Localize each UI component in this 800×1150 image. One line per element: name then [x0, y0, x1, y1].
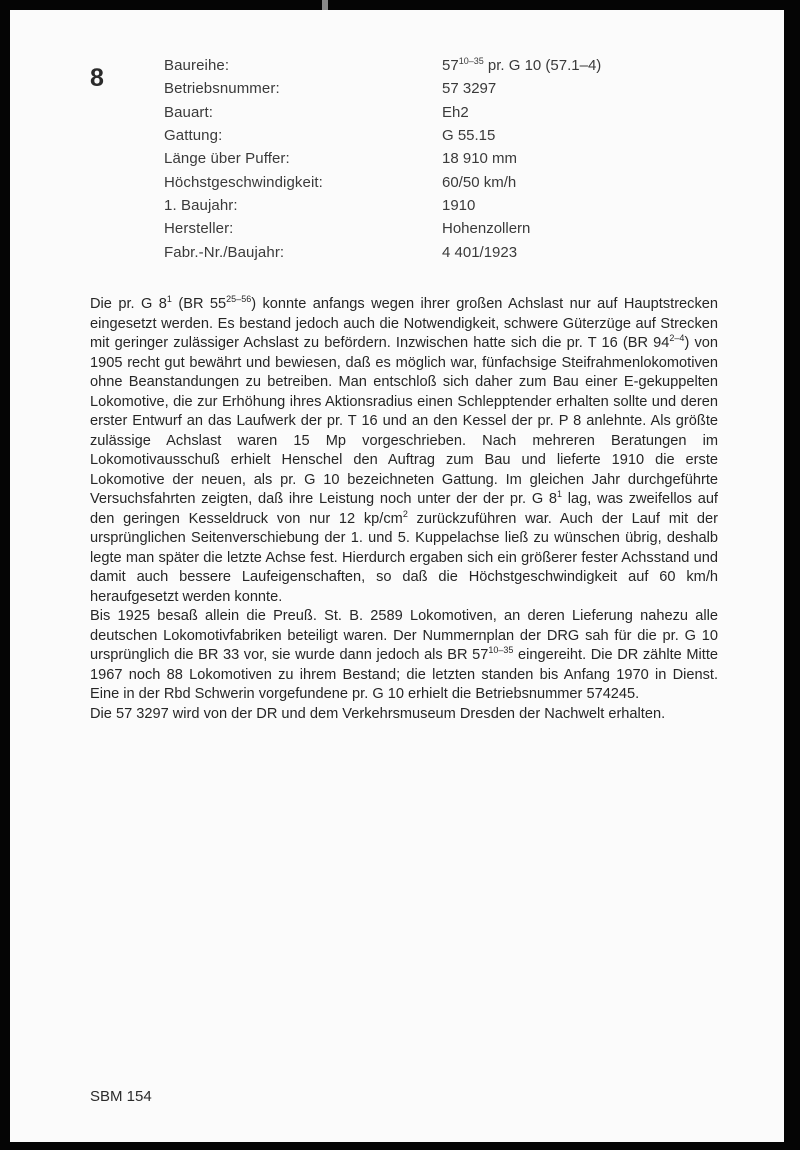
text-run: ) von 1905 recht gut bewährt und bewiesen, daß es möglich war, fünfachsige Steifrahmenlokomotiven ohne Beanstandungen zu betreiben. Man entschloß sich daher zum Bau einer E-gekuppelten Lokomotive, die zur Erhöhung ihres Aktionsradius einen Schlepptender erhalten sollte und deren erster Entwurf an das Laufwerk der pr. T 16 und an den Kessel der pr. P 8 anlehnte. Als größte zulässige Achslast waren 15 Mp vorgeschrieben. Nach mehreren Beratungen im Lokomotivausschuß erhielt Henschel den Auftrag zum Bau und lieferte 1910 die erste Lokomotive der neuen, als pr. G 10 bezeichneten Gattung. Im gleichen Jahr durchgeführte Versuchsfahrten zeigten, daß ihre Leistung noch unter der der pr. G 8: [90, 335, 718, 507]
spec-row-hersteller: [164, 217, 601, 240]
spec-row-baujahr: [164, 194, 601, 217]
superscript: 2: [402, 508, 408, 519]
spec-row-baureihe: [164, 54, 601, 77]
card-number: 8: [90, 64, 104, 92]
spec-value: 4 401/1923: [442, 243, 518, 261]
text-run: (BR 55: [171, 296, 227, 312]
superscript: 25–56: [226, 294, 252, 305]
spec-row-gattung: [164, 124, 601, 147]
text-run: ) konnte anfangs wegen ihrer großen Achslast nur auf Hauptstrecken eingesetzt werden. Es bestand jedoch auch die Notwendigkeit, schwere Güterzüge auf Strecken mit geringer zulässiger Achslast zu befördern. Inzwischen hatte sich die pr. T 16 (BR 94: [90, 296, 718, 351]
spec-value: 60/50 km/h: [442, 173, 517, 191]
spec-row-betriebsnummer: [164, 77, 601, 100]
info-card: [10, 10, 784, 1142]
spec-value: [442, 57, 601, 74]
text-run: lag, was zweifellos auf den geringen Kesseldruck von nur 12 kp/cm: [90, 491, 718, 527]
superscript: 2–4: [669, 333, 685, 344]
spec-row-geschwindigkeit: [164, 170, 601, 193]
text-run: zurückzuführen war. Auch der Lauf mit der ursprünglichen Seitenverschiebung der 1. und 5. Kuppelachse ließ zu wünschen übrig, deshalb legte man später die letzte Achse fest. Hierdurch ergaben sich ein größerer fester Achsstand und damit auch bessere Laufeigenschaften, so daß die Höchstgeschwindigkeit auf 60 km/h heraufgesetzt werden konnte.: [90, 510, 718, 605]
spec-label: Bauart:: [164, 103, 214, 121]
spec-row-fabriknummer: [164, 240, 601, 263]
spec-value: Hohenzollern: [442, 220, 531, 238]
spec-label: 1. Baujahr:: [164, 196, 238, 214]
spec-label: Fabr.-Nr./Baujahr:: [164, 243, 285, 261]
paragraph: [90, 295, 718, 607]
spec-label: Länge über Puffer:: [164, 150, 290, 168]
spec-value: 57 3297: [442, 80, 497, 98]
spec-value-main: 57: [442, 57, 459, 75]
spec-value: G 55.15: [442, 127, 496, 145]
spec-label: Gattung:: [164, 127, 223, 145]
spec-label: Hersteller:: [164, 220, 234, 238]
description-text: [90, 295, 718, 724]
spec-value-sup: 10–35: [458, 56, 484, 67]
spec-label: Betriebsnummer:: [164, 80, 280, 98]
spec-table: [164, 54, 601, 264]
spec-value: Eh2: [442, 103, 469, 121]
spec-value: 18 910 mm: [442, 150, 518, 168]
superscript: 1: [557, 489, 563, 500]
spec-row-laenge: [164, 147, 601, 170]
text-run: eingereiht. Die DR zählte Mitte 1967 noch 88 Lokomotiven zu ihrem Bestand; die letzten standen bis Anfang 1970 in Dienst. Eine in der Rbd Schwerin vorgefundene pr. G 10 erhielt die Betriebsnummer 574245.: [90, 647, 719, 702]
footer-code: SBM 154: [90, 1088, 152, 1105]
superscript: 10–35: [488, 645, 514, 656]
text-run: Die pr. G 8: [90, 296, 167, 312]
spec-label: Höchstgeschwindigkeit:: [164, 173, 323, 191]
superscript: 1: [166, 294, 172, 305]
spec-value: 1910: [442, 196, 476, 214]
spec-label: Baureihe:: [164, 57, 230, 75]
text-run: Bis 1925 besaß allein die Preuß. St. B. 2589 Lokomotiven, an deren Lieferung nahezu alle deutschen Lokomotivfabriken beteiligt waren. Der Nummernplan der DRG sah für die pr. G 10 ursprünglich die BR 33 vor, sie wurde dann jedoch als BR 57: [90, 608, 718, 663]
spec-row-bauart: [164, 101, 601, 124]
paragraph: Die 57 3297 wird von der DR und dem Verkehrsmuseum Dresden der Nachwelt erhalten.: [90, 705, 666, 722]
scan-artifact: [322, 0, 328, 10]
spec-value-rest: pr. G 10 (57.1–4): [483, 57, 602, 75]
paragraph: [90, 607, 718, 705]
